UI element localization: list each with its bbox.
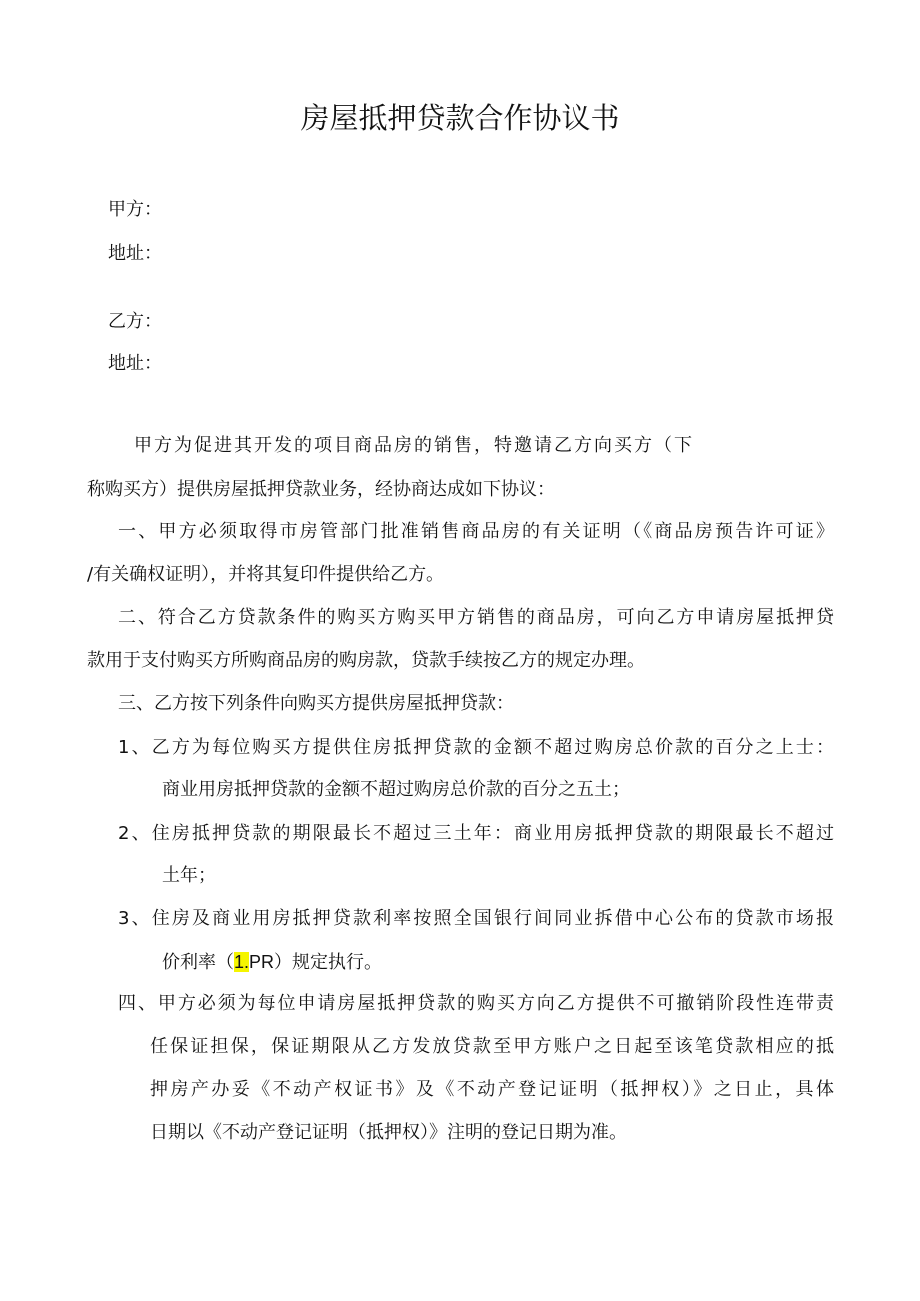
clause-4-line-2: 任保证担保，保证期限从乙方发放贷款至甲方账户之日起至该笔贷款相应的抵 <box>150 1036 834 1057</box>
clause-4-line-1: 四、甲方必须为每位申请房屋抵押贷款的购买方向乙方提供不可撤销阶段性连带责 <box>118 993 834 1014</box>
clause-3-item-3-line-1: 3、住房及商业用房抵押贷款利率按照全国银行间同业拆借中心公布的贷款市场报 <box>118 908 834 929</box>
rate-code: PR <box>249 952 275 972</box>
document-title: 房屋抵押贷款合作协议书 <box>300 101 620 135</box>
intro-line-2: 称购买方）提供房屋抵押贷款业务，经协商达成如下协议： <box>87 479 555 500</box>
clause-1-line-1: 一、甲方必须取得市房管部门批准销售商品房的有关证明（《商品房预告许可证》 <box>118 521 834 542</box>
party-a-address-label: 地址： <box>108 243 162 264</box>
clause-3-item-2-line-1: 2、住房抵押贷款的期限最长不超过三土年：商业用房抵押贷款的期限最长不超过 <box>118 823 834 844</box>
clause-2-line-2: 款用于支付购买方所购商品房的购房款，贷款手续按乙方的规定办理。 <box>87 650 645 671</box>
item-3-prefix: 价利率（ <box>162 952 234 973</box>
highlighted-text: 1. <box>234 952 250 972</box>
clause-3-heading: 三、乙方按下列条件向购买方提供房屋抵押贷款： <box>118 693 514 714</box>
clause-3-item-3-line-2 <box>162 950 382 975</box>
item-3-suffix: ）规定执行。 <box>274 952 383 973</box>
clause-3-item-2-line-2: 土年； <box>162 865 216 886</box>
clause-2-line-1: 二、符合乙方贷款条件的购买方购买甲方销售的商品房，可向乙方申请房屋抵押贷 <box>118 607 834 628</box>
party-a-label: 甲方： <box>108 199 162 220</box>
clause-4-line-4: 日期以《不动产登记证明（抵押权）》注明的登记日期为准。 <box>150 1122 627 1143</box>
clause-4-line-3: 押房产办妥《不动产权证书》及《不动产登记证明（抵押权）》之日止，具体 <box>150 1079 834 1100</box>
party-b-label: 乙方： <box>108 311 162 332</box>
clause-3-item-1-line-2: 商业用房抵押贷款的金额不超过购房总价款的百分之五土； <box>162 779 630 800</box>
party-b-address-label: 地址： <box>108 353 162 374</box>
clause-1-line-2: /有关确权证明），并将其复印件提供给乙方。 <box>87 564 445 585</box>
clause-3-item-1-line-1: 1、乙方为每位购买方提供住房抵押贷款的金额不超过购房总价款的百分之上士： <box>118 737 834 758</box>
intro-line-1: 甲方为促进其开发的项目商品房的销售，特邀请乙方向买方（下 <box>134 435 692 456</box>
